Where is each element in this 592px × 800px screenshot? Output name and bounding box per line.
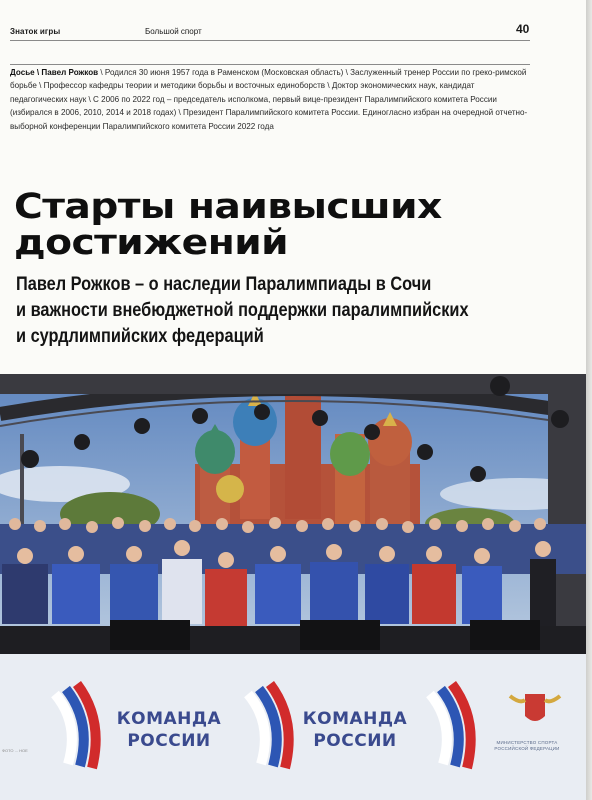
article-subheadline bbox=[16, 272, 480, 350]
banner-flag-logos bbox=[0, 654, 586, 800]
dossier-block bbox=[10, 66, 530, 133]
headline-line-1: Старты наивысших bbox=[14, 187, 442, 227]
article-headline bbox=[14, 189, 586, 261]
header-divider bbox=[10, 40, 530, 41]
subheadline-line-1: Павел Рожков – о наследии Паралимпиады в Сочи bbox=[16, 274, 432, 295]
headline-line-2: достижений bbox=[14, 223, 289, 263]
dossier-divider bbox=[10, 64, 530, 65]
section-name: Знаток игры bbox=[10, 27, 61, 36]
flag-logo-icon bbox=[248, 684, 289, 768]
subheadline-line-3: и сурдлимпийских федераций bbox=[16, 326, 264, 347]
page-number: 40 bbox=[516, 22, 530, 36]
team-russia-banner bbox=[0, 654, 586, 800]
team-photo bbox=[0, 374, 586, 654]
banner-slogan-2: КОМАНДА РОССИИ bbox=[302, 709, 408, 751]
paralympic-flag-logo-icon bbox=[430, 684, 471, 768]
page-edge bbox=[586, 0, 592, 800]
photo-credit: ФОТО ... НОЕ bbox=[2, 748, 28, 753]
eagle-emblem-icon bbox=[510, 694, 560, 721]
banner-slogan-1: КОМАНДА РОССИИ bbox=[116, 709, 222, 751]
dossier-text: \ Родился 30 июня 1957 года в Раменском (Московская область) \ Заслуженный тренер России по греко-римской борьбе \ Профессор кафедры теории и методики борьбы и восточных единоборств \ Доктор экономических наук, кандидат педагогических наук \ С 2006 по 2022 год – председатель исполкома, первый вице-президент Паралимпийского комитета России (избирался в 2006, 2010, 2014 и 2018 годах) \ Президент Паралимпийского комитета России. Единогласно избран на очередной отчетно-выборной конференции Паралимпийского комитета России 2022 года bbox=[10, 68, 528, 131]
ministry-caption: МИНИСТЕРСТВО СПОРТА РОССИЙСКОЙ ФЕДЕРАЦИИ bbox=[494, 740, 560, 751]
flag-logo-icon bbox=[55, 684, 96, 768]
rubric-name: Большой спорт bbox=[145, 27, 202, 36]
subheadline-line-2: и важности внебюджетной поддержки паралимпийских bbox=[16, 300, 469, 321]
dossier-label: Досье \ Павел Рожков bbox=[10, 68, 99, 77]
team-photo-illustration bbox=[0, 374, 586, 654]
